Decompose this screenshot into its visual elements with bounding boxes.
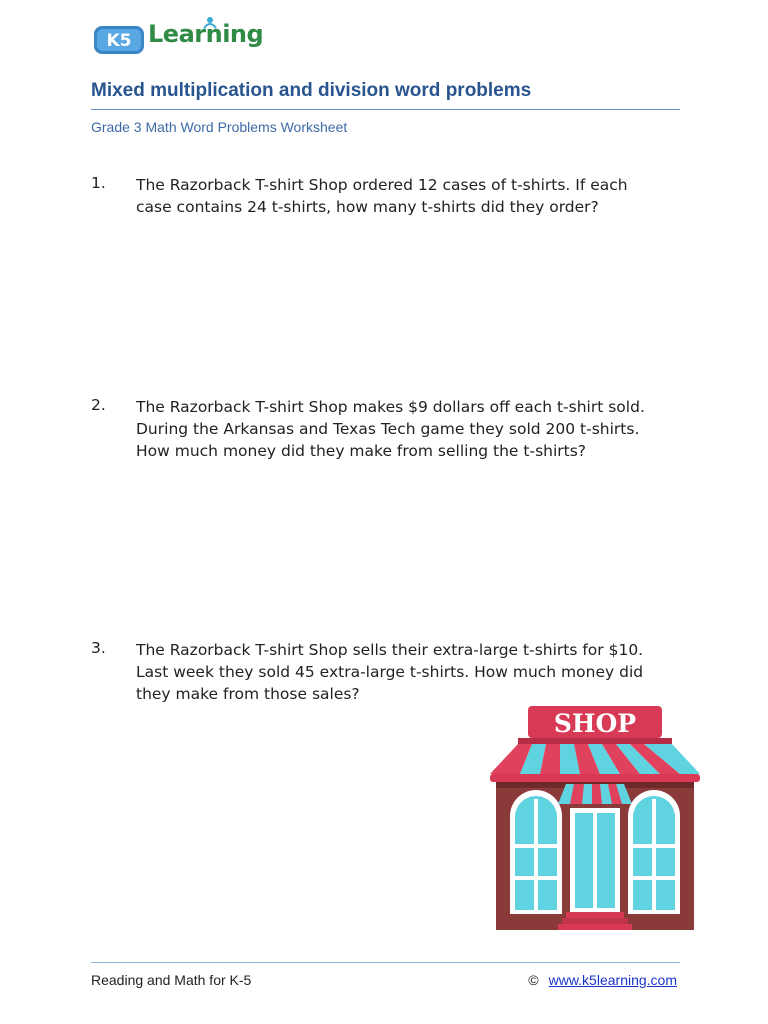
logo-k5: K5	[106, 31, 132, 51]
shop-sign-text: SHOP	[553, 709, 637, 738]
copyright-symbol: ©	[528, 972, 539, 988]
k5-learning-logo	[92, 14, 262, 60]
problem-number: 3.	[91, 639, 106, 657]
logo-wordmark: Learning	[148, 20, 264, 48]
shop-building-icon	[488, 704, 702, 936]
title-divider	[91, 109, 680, 110]
footer-divider	[91, 962, 680, 963]
footer-tagline: Reading and Math for K-5	[91, 972, 252, 988]
page-subtitle: Grade 3 Math Word Problems Worksheet	[91, 119, 348, 135]
page-title: Mixed multiplication and division word problems	[91, 80, 532, 101]
problem-text: The Razorback T-shirt Shop ordered 12 cases of t-shirts. If each case contains 24 t-shirts, how many t-shirts did they order?	[136, 176, 628, 216]
problem-number: 2.	[91, 396, 106, 414]
footer-credit	[528, 972, 677, 988]
problem-text: The Razorback T-shirt Shop makes $9 dollars off each t-shirt sold. During the Arkansas and Texas Tech game they sold 200 t-shirts. How much money did they make from selling the t-shirts?	[136, 398, 645, 460]
website-link[interactable]: www.k5learning.com	[548, 972, 677, 988]
problem-number: 1.	[91, 174, 106, 192]
problem-text: The Razorback T-shirt Shop sells their extra-large t-shirts for $10. Last week they sold 45 extra-large t-shirts. How much money did they make from those sales?	[136, 641, 644, 703]
